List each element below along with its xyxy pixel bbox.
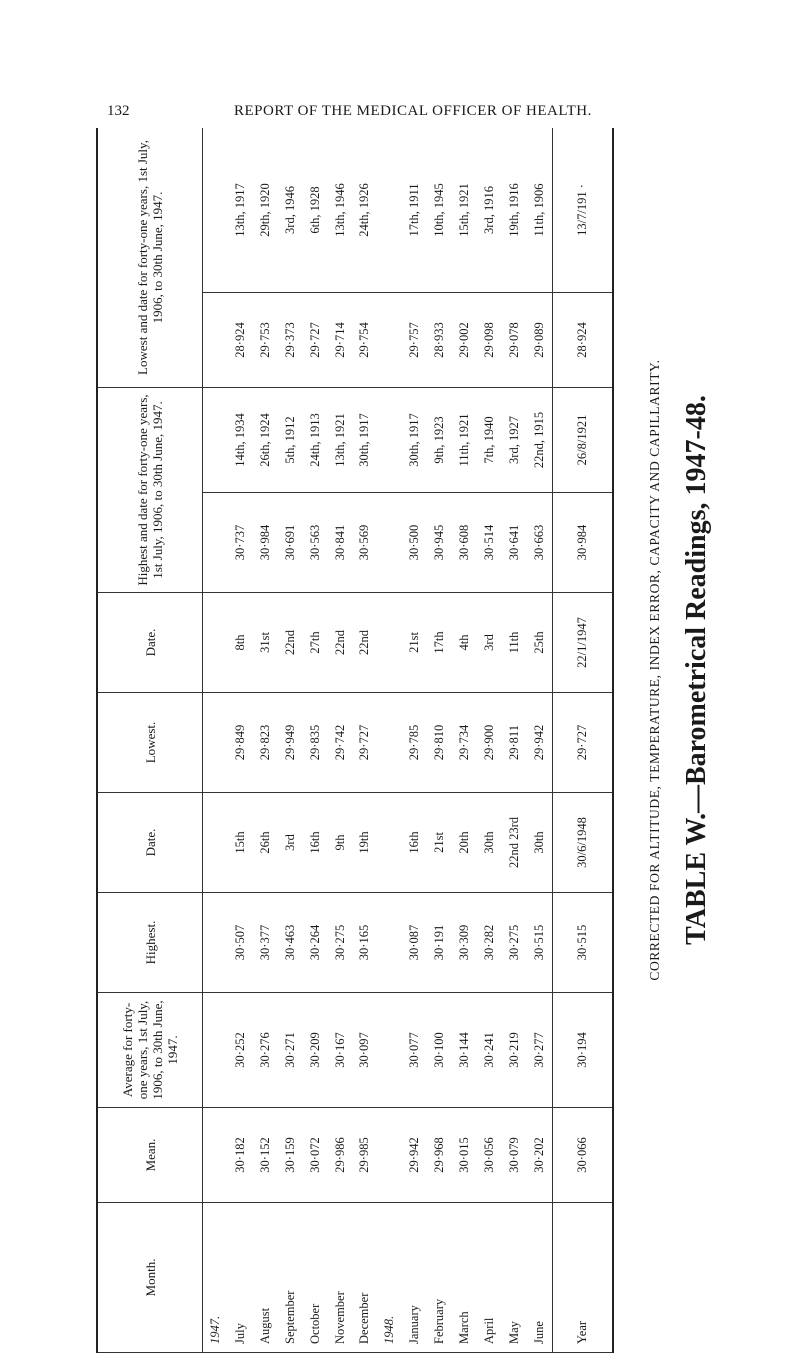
highest-41-value-cell: 30·984 bbox=[253, 493, 278, 593]
average-cell: 30·100 bbox=[427, 993, 452, 1108]
table-row bbox=[253, 128, 278, 1353]
month-cell: January bbox=[402, 1203, 427, 1353]
month-cell: March bbox=[452, 1203, 477, 1353]
highest-41-date-cell: 24th, 1913 bbox=[303, 388, 328, 493]
empty-cell bbox=[203, 793, 229, 893]
table-row bbox=[477, 128, 502, 1353]
lowest-41-value-cell: 29·098 bbox=[477, 293, 502, 388]
highest-41-value-cell: 30·608 bbox=[452, 493, 477, 593]
lowest-date-cell: 11th bbox=[502, 593, 527, 693]
highest-cell: 30·515 bbox=[527, 893, 553, 993]
header-highest-date: Date. bbox=[97, 793, 203, 893]
lowest-cell: 29·949 bbox=[278, 693, 303, 793]
table-row bbox=[427, 128, 452, 1353]
month-cell: December bbox=[352, 1203, 377, 1353]
highest-41-value-cell: 30·841 bbox=[328, 493, 353, 593]
average-cell: 30·252 bbox=[228, 993, 253, 1108]
average-cell: 30·271 bbox=[278, 993, 303, 1108]
highest-41-date-cell: 30th, 1917 bbox=[402, 388, 427, 493]
lowest-date-cell: 17th bbox=[427, 593, 452, 693]
lowest-41-value-cell: 29·757 bbox=[402, 293, 427, 388]
table-body bbox=[203, 128, 614, 1353]
lowest-41-value-cell: 29·753 bbox=[253, 293, 278, 388]
mean-cell: 30·202 bbox=[527, 1108, 553, 1203]
lowest-41-value-cell: 29·373 bbox=[278, 293, 303, 388]
highest-41-date-cell: 13th, 1921 bbox=[328, 388, 353, 493]
year-heading: 1947. bbox=[203, 1203, 229, 1353]
month-cell: July bbox=[228, 1203, 253, 1353]
highest-cell: 30·191 bbox=[427, 893, 452, 993]
highest-date-cell: 30th bbox=[527, 793, 553, 893]
highest-41-date-cell: 14th, 1934 bbox=[228, 388, 253, 493]
highest-date-cell: 9th bbox=[328, 793, 353, 893]
empty-cell bbox=[203, 493, 229, 593]
lowest-41-value-cell: 29·078 bbox=[502, 293, 527, 388]
header-lowest-date: Date. bbox=[97, 593, 203, 693]
lowest-41-value-cell: 29·754 bbox=[352, 293, 377, 388]
highest-41-value-cell: 30·514 bbox=[477, 493, 502, 593]
page-number: 132 bbox=[107, 103, 130, 119]
month-cell: February bbox=[427, 1203, 452, 1353]
year-lowest-cell: 29·727 bbox=[552, 693, 613, 793]
lowest-cell: 29·900 bbox=[477, 693, 502, 793]
lowest-date-cell: 31st bbox=[253, 593, 278, 693]
empty-cell bbox=[377, 693, 402, 793]
lowest-cell: 29·785 bbox=[402, 693, 427, 793]
lowest-date-cell: 3rd bbox=[477, 593, 502, 693]
mean-cell: 30·159 bbox=[278, 1108, 303, 1203]
highest-41-value-cell: 30·500 bbox=[402, 493, 427, 593]
table-row bbox=[402, 128, 427, 1353]
highest-41-value-cell: 30·641 bbox=[502, 493, 527, 593]
lowest-41-date-cell: 11th, 1906 bbox=[527, 128, 553, 293]
table-row bbox=[452, 128, 477, 1353]
year-lowest-41-value-cell: 28·924 bbox=[552, 293, 613, 388]
lowest-41-value-cell: 29·714 bbox=[328, 293, 353, 388]
lowest-41-date-cell: 6th, 1928 bbox=[303, 128, 328, 293]
running-head: REPORT OF THE MEDICAL OFFICER OF HEALTH. bbox=[234, 103, 592, 119]
highest-41-value-cell: 30·945 bbox=[427, 493, 452, 593]
year-heading-row bbox=[377, 128, 402, 1353]
month-cell: August bbox=[253, 1203, 278, 1353]
lowest-date-cell: 25th bbox=[527, 593, 553, 693]
average-cell: 30·276 bbox=[253, 993, 278, 1108]
month-cell: June bbox=[527, 1203, 553, 1353]
table-title: TABLE W.—Barometrical Readings, 1947-48. bbox=[681, 395, 712, 945]
empty-cell bbox=[377, 893, 402, 993]
highest-date-cell: 19th bbox=[352, 793, 377, 893]
lowest-cell: 29·742 bbox=[328, 693, 353, 793]
highest-cell: 30·282 bbox=[477, 893, 502, 993]
highest-41-value-cell: 30·569 bbox=[352, 493, 377, 593]
month-cell: May bbox=[502, 1203, 527, 1353]
empty-cell bbox=[377, 593, 402, 693]
lowest-cell: 29·727 bbox=[352, 693, 377, 793]
lowest-41-value-cell: 28·933 bbox=[427, 293, 452, 388]
highest-date-cell: 20th bbox=[452, 793, 477, 893]
highest-41-value-cell: 30·663 bbox=[527, 493, 553, 593]
average-cell: 30·077 bbox=[402, 993, 427, 1108]
lowest-41-date-cell: 19th, 1916 bbox=[502, 128, 527, 293]
year-average-cell: 30·194 bbox=[552, 993, 613, 1108]
highest-41-date-cell: 9th, 1923 bbox=[427, 388, 452, 493]
highest-41-value-cell: 30·563 bbox=[303, 493, 328, 593]
highest-cell: 30·507 bbox=[228, 893, 253, 993]
year-highest-41-value-cell: 30·984 bbox=[552, 493, 613, 593]
highest-cell: 30·309 bbox=[452, 893, 477, 993]
header-month: Month. bbox=[97, 1203, 203, 1353]
highest-41-date-cell: 5th, 1912 bbox=[278, 388, 303, 493]
highest-date-cell: 16th bbox=[402, 793, 427, 893]
header-mean: Mean. bbox=[97, 1108, 203, 1203]
lowest-41-value-cell: 29·089 bbox=[527, 293, 553, 388]
lowest-41-date-cell: 13th, 1917 bbox=[228, 128, 253, 293]
highest-41-value-cell: 30·691 bbox=[278, 493, 303, 593]
highest-cell: 30·377 bbox=[253, 893, 278, 993]
table-subtitle: CORRECTED FOR ALTITUDE, TEMPERATURE, INDEX ERROR, CAPACITY AND CAPILLARITY. bbox=[647, 359, 662, 981]
highest-cell: 30·275 bbox=[328, 893, 353, 993]
lowest-cell: 29·823 bbox=[253, 693, 278, 793]
highest-cell: 30·463 bbox=[278, 893, 303, 993]
mean-cell: 29·942 bbox=[402, 1108, 427, 1203]
mean-cell: 30·072 bbox=[303, 1108, 328, 1203]
highest-date-cell: 21st bbox=[427, 793, 452, 893]
average-cell: 30·097 bbox=[352, 993, 377, 1108]
empty-cell bbox=[203, 1108, 229, 1203]
lowest-41-date-cell: 24th, 1926 bbox=[352, 128, 377, 293]
highest-cell: 30·264 bbox=[303, 893, 328, 993]
lowest-41-value-cell: 28·924 bbox=[228, 293, 253, 388]
lowest-cell: 29·849 bbox=[228, 693, 253, 793]
lowest-41-date-cell: 13th, 1946 bbox=[328, 128, 353, 293]
header-average: Average for forty-one years, 1st July, 1906, to 30th June, 1947. bbox=[97, 993, 203, 1108]
year-heading: 1948. bbox=[377, 1203, 402, 1353]
highest-date-cell: 30th bbox=[477, 793, 502, 893]
year-heading-row bbox=[203, 128, 229, 1353]
header-row bbox=[97, 128, 203, 1353]
lowest-cell: 29·835 bbox=[303, 693, 328, 793]
lowest-41-value-cell: 29·002 bbox=[452, 293, 477, 388]
header-lowest: Lowest. bbox=[97, 693, 203, 793]
year-month-cell: Year bbox=[552, 1203, 613, 1353]
header-highest: Highest. bbox=[97, 893, 203, 993]
lowest-date-cell: 22nd bbox=[352, 593, 377, 693]
lowest-date-cell: 21st bbox=[402, 593, 427, 693]
highest-41-date-cell: 3rd, 1927 bbox=[502, 388, 527, 493]
empty-cell bbox=[377, 293, 402, 388]
highest-date-cell: 26th bbox=[253, 793, 278, 893]
highest-date-cell: 16th bbox=[303, 793, 328, 893]
average-cell: 30·144 bbox=[452, 993, 477, 1108]
highest-cell: 30·087 bbox=[402, 893, 427, 993]
empty-cell bbox=[377, 493, 402, 593]
year-highest-41-date-cell: 26/8/1921 bbox=[552, 388, 613, 493]
table-row bbox=[527, 128, 553, 1353]
mean-cell: 29·985 bbox=[352, 1108, 377, 1203]
table-row bbox=[278, 128, 303, 1353]
empty-cell bbox=[203, 893, 229, 993]
empty-cell bbox=[377, 128, 402, 293]
lowest-cell: 29·810 bbox=[427, 693, 452, 793]
highest-date-cell: 22nd 23rd bbox=[502, 793, 527, 893]
highest-41-date-cell: 26th, 1924 bbox=[253, 388, 278, 493]
empty-cell bbox=[377, 793, 402, 893]
lowest-41-date-cell: 3rd, 1916 bbox=[477, 128, 502, 293]
lowest-date-cell: 27th bbox=[303, 593, 328, 693]
lowest-cell: 29·811 bbox=[502, 693, 527, 793]
table-row bbox=[502, 128, 527, 1353]
mean-cell: 30·079 bbox=[502, 1108, 527, 1203]
lowest-date-cell: 4th bbox=[452, 593, 477, 693]
empty-cell bbox=[377, 993, 402, 1108]
highest-41-date-cell: 22nd, 1915 bbox=[527, 388, 553, 493]
year-lowest-date-cell: 22/1/1947 bbox=[552, 593, 613, 693]
mean-cell: 30·056 bbox=[477, 1108, 502, 1203]
lowest-41-date-cell: 29th, 1920 bbox=[253, 128, 278, 293]
highest-date-cell: 15th bbox=[228, 793, 253, 893]
table-row bbox=[303, 128, 328, 1353]
mean-cell: 29·986 bbox=[328, 1108, 353, 1203]
empty-cell bbox=[203, 388, 229, 493]
lowest-41-date-cell: 15th, 1921 bbox=[452, 128, 477, 293]
mean-cell: 30·152 bbox=[253, 1108, 278, 1203]
year-highest-date-cell: 30/6/1948 bbox=[552, 793, 613, 893]
empty-cell bbox=[377, 388, 402, 493]
empty-cell bbox=[203, 693, 229, 793]
average-cell: 30·219 bbox=[502, 993, 527, 1108]
highest-cell: 30·165 bbox=[352, 893, 377, 993]
highest-41-date-cell: 7th, 1940 bbox=[477, 388, 502, 493]
mean-cell: 30·015 bbox=[452, 1108, 477, 1203]
year-mean-cell: 30·066 bbox=[552, 1108, 613, 1203]
empty-cell bbox=[203, 593, 229, 693]
lowest-41-value-cell: 29·727 bbox=[303, 293, 328, 388]
lowest-41-date-cell: 3rd, 1946 bbox=[278, 128, 303, 293]
empty-cell bbox=[377, 1108, 402, 1203]
lowest-date-cell: 22nd bbox=[328, 593, 353, 693]
mean-cell: 30·182 bbox=[228, 1108, 253, 1203]
table-row bbox=[228, 128, 253, 1353]
highest-41-date-cell: 30th, 1917 bbox=[352, 388, 377, 493]
lowest-41-date-cell: 17th, 1911 bbox=[402, 128, 427, 293]
month-cell: November bbox=[328, 1203, 353, 1353]
header-lowest-41-years: Lowest and date for forty-one years, 1st July, 1906, to 30th June, 1947. bbox=[97, 128, 203, 388]
lowest-cell: 29·942 bbox=[527, 693, 553, 793]
lowest-cell: 29·734 bbox=[452, 693, 477, 793]
highest-cell: 30·275 bbox=[502, 893, 527, 993]
month-cell: September bbox=[278, 1203, 303, 1353]
average-cell: 30·167 bbox=[328, 993, 353, 1108]
month-cell: October bbox=[303, 1203, 328, 1353]
table-row bbox=[352, 128, 377, 1353]
average-cell: 30·241 bbox=[477, 993, 502, 1108]
month-cell: April bbox=[477, 1203, 502, 1353]
year-total-row bbox=[552, 128, 613, 1353]
barometric-table bbox=[96, 128, 614, 1353]
table-row bbox=[328, 128, 353, 1353]
highest-41-value-cell: 30·737 bbox=[228, 493, 253, 593]
table-container bbox=[96, 128, 614, 1353]
average-cell: 30·209 bbox=[303, 993, 328, 1108]
empty-cell bbox=[203, 128, 229, 293]
highest-date-cell: 3rd bbox=[278, 793, 303, 893]
empty-cell bbox=[203, 993, 229, 1108]
lowest-date-cell: 22nd bbox=[278, 593, 303, 693]
mean-cell: 29·968 bbox=[427, 1108, 452, 1203]
lowest-41-date-cell: 10th, 1945 bbox=[427, 128, 452, 293]
empty-cell bbox=[203, 293, 229, 388]
highest-41-date-cell: 11th, 1921 bbox=[452, 388, 477, 493]
year-highest-cell: 30·515 bbox=[552, 893, 613, 993]
lowest-date-cell: 8th bbox=[228, 593, 253, 693]
header-highest-41-years: Highest and date for forty-one years, 1st July, 1906, to 30th June, 1947. bbox=[97, 388, 203, 593]
average-cell: 30·277 bbox=[527, 993, 553, 1108]
year-lowest-41-date-cell: 13/7/191 · bbox=[552, 128, 613, 293]
